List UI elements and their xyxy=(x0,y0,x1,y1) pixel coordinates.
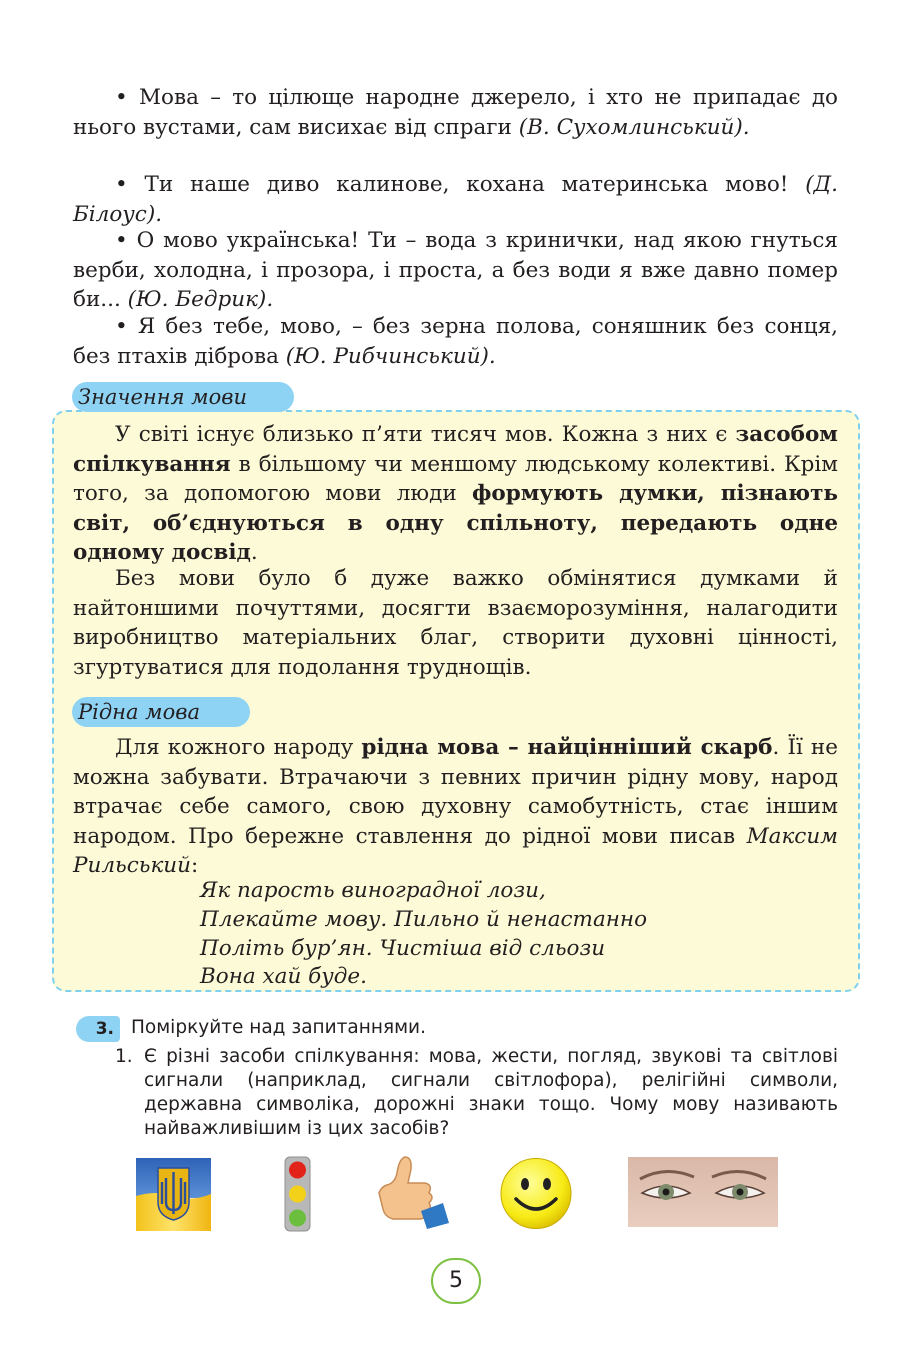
traffic-light-icon xyxy=(284,1156,311,1232)
section2-paragraph-1: Для кожного народу рідна мова – найцінніший скарб. Її не можна забувати. Втрачаючи з певних причин рідну мову, народ втрачає себе самого, свою духовну самобутність, стає іншим народом. Про бережне ставлення до рідної мови писав Максим Рильський: xyxy=(73,735,838,878)
poem-line-1: Як парость виноградної лози, xyxy=(200,878,546,903)
task-title: Поміркуйте над запитаннями. xyxy=(131,1017,426,1038)
poem-line-4: Вона хай буде. xyxy=(200,964,367,989)
quote-1: • Мова – то цілюще народне джерело, і хто не припадає до нього вустами, сам висихає від спраги (В. Сухомлинський). xyxy=(73,85,838,140)
quote-4: • Я без тебе, мово, – без зерна полова, соняшник без сонця, без птахів діброва (Ю. Рибчинський). xyxy=(73,314,838,369)
eyes-icon xyxy=(628,1157,778,1227)
task-number-badge: 3. xyxy=(76,1016,120,1042)
section-title-native: Рідна мова xyxy=(72,697,250,727)
section-title-meaning: Значення мови xyxy=(72,382,294,412)
quote-3: • О мово українська! Ти – вода з кринички, над якою гнуться верби, холодна, і прозора, і проста, а без води я вже давно помер би... (Ю. Бедрик). xyxy=(73,228,838,312)
section1-paragraph-1: У світі існує близько п’яти тисяч мов. Кожна з них є засобом спілкування в більшому чи меншому людському колективі. Крім того, за допомогою мови люди формують думки, пізнають світ, об’єднуються в одну спільноту, передають одне одному досвід. xyxy=(73,422,838,565)
poem-line-3: Політь бур’ян. Чистіша від сльози xyxy=(200,936,606,961)
poem-line-2: Плекайте мову. Пильно й ненастанно xyxy=(200,907,648,932)
section1-paragraph-2: Без мови було б дуже важко обмінятися думками й найтоншими почуттями, досягти взаєморозуміння, налагодити виробництво матеріальних благ, створити духовні цінності, згуртуватися для подолання труднощів. xyxy=(73,566,838,680)
task-item-text: Є різні засоби спілкування: мова, жести, погляд, звукові та світлові сигнали (наприклад, сигнали світлофора), релігійні символи, державна символіка, дорожні знаки тощо. Чому мову називають найважливішим із цих засобів? xyxy=(144,1046,838,1139)
smiley-icon xyxy=(499,1157,573,1230)
thumbs-up-icon xyxy=(367,1153,449,1229)
quote-2: • Ти наше диво калинове, кохана материнська мово! (Д. Білоус). xyxy=(73,172,838,227)
ukraine-coat-of-arms-icon xyxy=(136,1158,211,1231)
page-number: 5 xyxy=(431,1258,481,1304)
task-item-number: 1. xyxy=(115,1046,133,1067)
